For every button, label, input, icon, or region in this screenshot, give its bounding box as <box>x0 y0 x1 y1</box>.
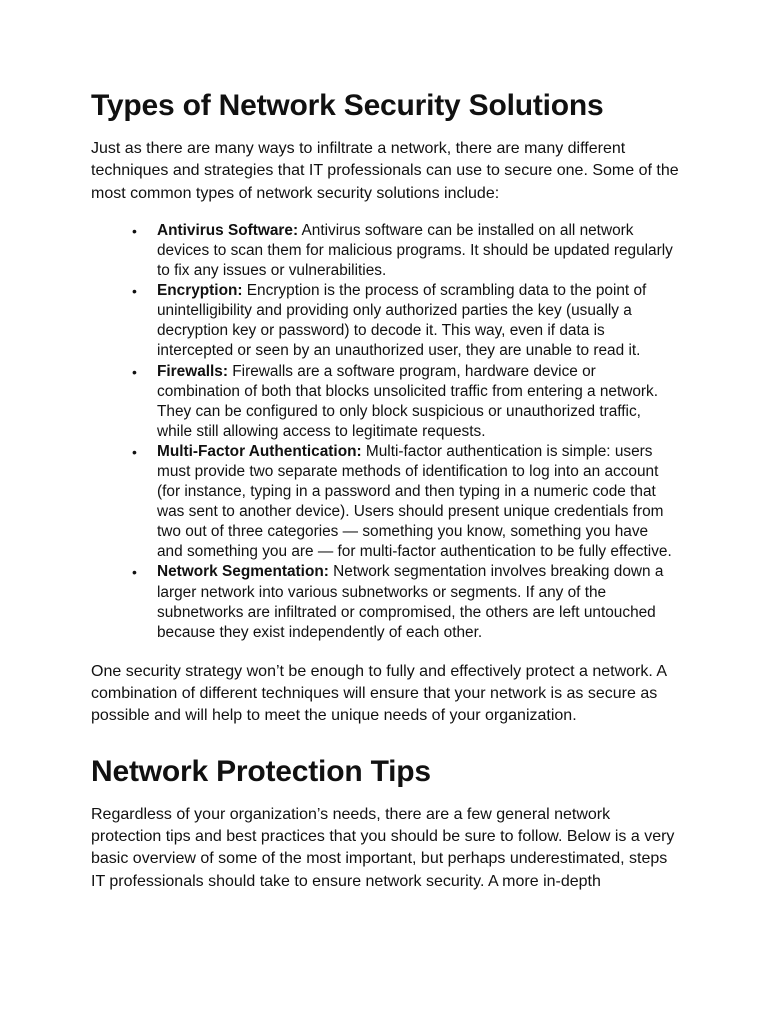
solutions-intro-paragraph: Just as there are many ways to infiltrate a network, there are many different techniques and strategies that IT professionals can use to secure one. Some of the most common types of network security solutions include: <box>91 140 679 202</box>
list-item-firewalls <box>157 362 681 442</box>
document-page <box>91 84 681 893</box>
solutions-closing-paragraph: One security strategy won’t be enough to fully and effectively protect a network. A combination of different techniques will ensure that your network is as secure as possible and will help to meet the unique needs of your organization. <box>91 662 667 725</box>
section-heading-tips: Network Protection Tips <box>91 754 431 788</box>
tips-intro-paragraph: Regardless of your organization’s needs, there are a few general network protection tips and best practices that you should be sure to follow. Below is a very basic overview of some of the most important, but perhaps underestimated, steps IT professionals should take to ensure network security. A more in-depth <box>91 805 675 890</box>
list-item-term: Encryption: <box>157 282 243 300</box>
list-item-encryption <box>157 281 681 361</box>
list-item-text: Antivirus software can be installed on all network devices to scan them for malicious programs. It should be updated regularly to fix any issues or vulnerabilities. <box>157 221 673 280</box>
list-item-text: Multi-factor authentication is simple: users must provide two separate methods of identification to log into an account (for instance, typing in a password and then typing in a numeric code that was sent to another device). Users should present unique credentials from two out of three categories — something you know, something you have and something you are — for multi-factor authentication to be fully effective. <box>157 442 672 561</box>
section-heading-solutions: Types of Network Security Solutions <box>91 89 604 122</box>
list-item-text: Network segmentation involves breaking down a larger network into various subnetworks or segments. If any of the subnetworks are infiltrated or compromised, the others are left untouched because they exist independently of each other. <box>157 563 664 641</box>
list-item-segmentation <box>157 562 681 642</box>
list-item-mfa <box>157 442 681 563</box>
list-item-term: Multi-Factor Authentication: <box>157 442 362 460</box>
list-item-antivirus <box>157 221 681 281</box>
list-item-text: Firewalls are a software program, hardware device or combination of both that blocks unsolicited traffic from entering a network. They can be configured to only block suspicious or unauthorized traffic, while still allowing access to legitimate requests. <box>157 362 659 440</box>
solutions-list <box>91 221 681 643</box>
list-item-term: Network Segmentation: <box>157 563 329 581</box>
list-item-text: Encryption is the process of scrambling data to the point of unintelligibility and providing only authorized parties the key (usually a decryption key or password) to decode it. This way, even if data is intercepted or seen by an unauthorized user, they are unable to read it. <box>157 282 647 360</box>
list-item-term: Firewalls: <box>157 362 228 380</box>
list-item-term: Antivirus Software: <box>157 221 299 239</box>
